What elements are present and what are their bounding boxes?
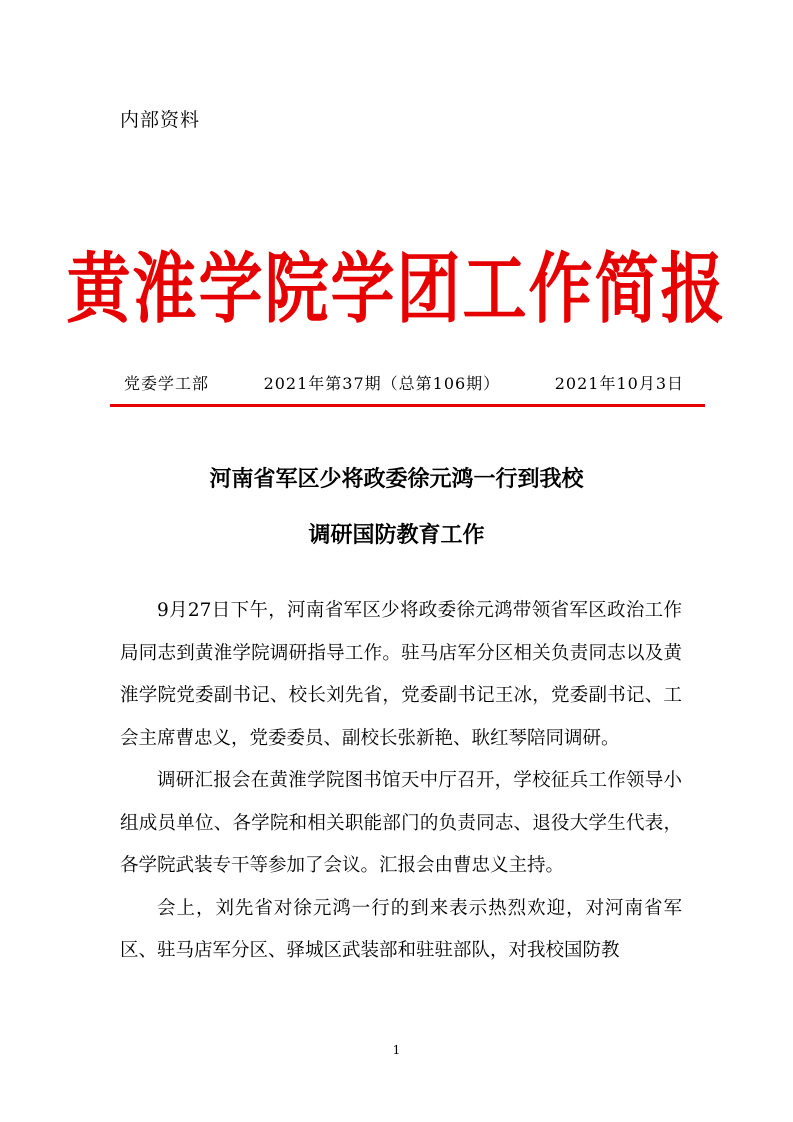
issue-number: 2021年第37期（总第106期） [263,374,501,393]
issue-date: 2021年10月3日 [554,374,684,393]
newsletter-masthead: 黄淮学院学团工作简报 [66,244,727,335]
article-paragraph: 调研汇报会在黄淮学院图书馆天中厅召开，学校征兵工作领导小组成员单位、各学院和相关职能部门的负责同志、退役大学生代表，各学院武装专干等参加了会议。汇报会由曹忠义主持。 [120,770,682,876]
article-body [120,590,682,973]
article-title-line-2: 调研国防教育工作 [308,523,485,548]
article-paragraph: 会上，刘先省对徐元鸿一行的到来表示热烈欢迎，对河南省军区、驻马店军分区、驿城区武装部和驻驻部队，对我校国防教 [120,897,682,961]
article-paragraph: 9月27日下午，河南省军区少将政委徐元鸿带领省军区政治工作局同志到黄淮学院调研指导工作。驻马店军分区相关负责同志以及黄淮学院党委副书记、校长刘先省，党委副书记王冰，党委副书记、工会主席曹忠义，党委委员、副校长张新艳、耿红琴陪同调研。 [120,600,682,749]
issue-info-line [124,371,684,394]
page-number: 1 [392,1043,401,1057]
issuer-department: 党委学工部 [124,374,210,393]
internal-material-label: 内部资料 [120,109,201,131]
article-title-line-1: 河南省军区少将政委徐元鸿一行到我校 [209,467,584,492]
red-divider-rule [110,404,705,407]
